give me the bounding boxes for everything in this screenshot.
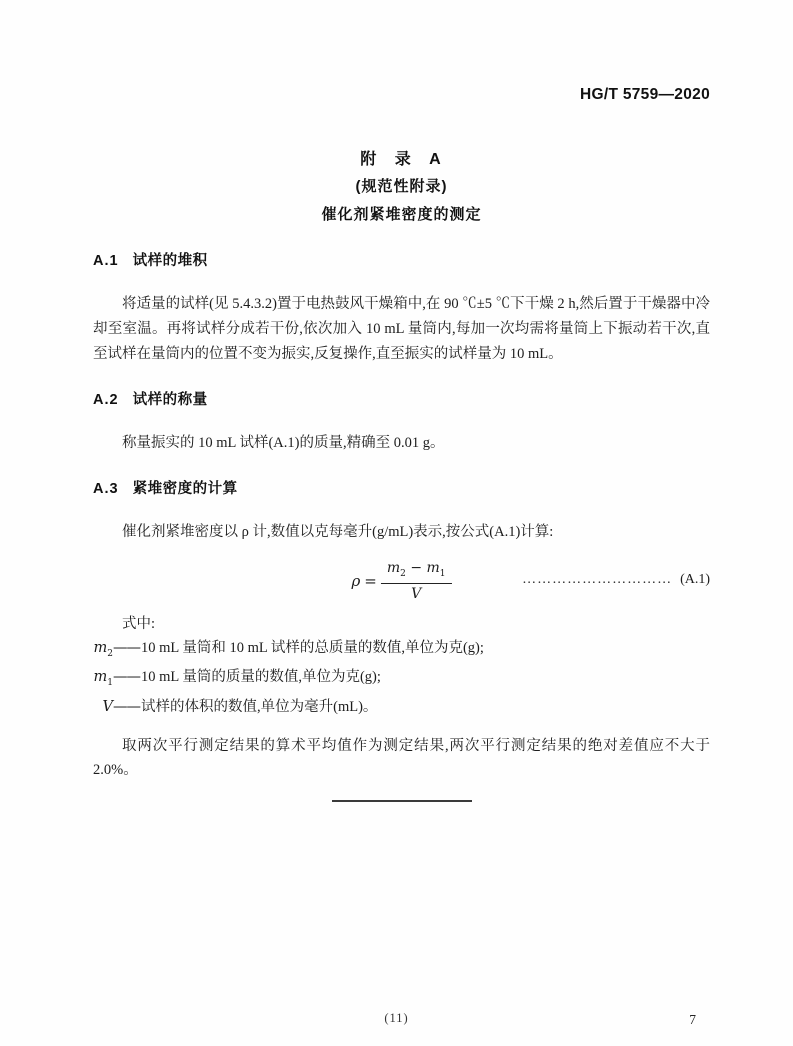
- formula-denominator: V: [411, 586, 422, 603]
- definition-m2-row: [93, 637, 710, 666]
- definition-dash: ——: [113, 669, 140, 686]
- section-a3-intro-paragraph: 催化剂紧堆密度以 ρ 计,数值以克每毫升(g/mL)表示,按公式(A.1)计算:: [122, 524, 554, 540]
- section-a3-title: 紧堆密度的计算: [132, 481, 238, 497]
- definition-dash: ——: [113, 639, 140, 656]
- definition-v-row: [93, 696, 710, 725]
- definition-m1-symbol: $m_1——$: [93, 669, 140, 689]
- end-of-text-rule: [332, 800, 472, 802]
- definition-v-symbol: V——: [102, 699, 140, 716]
- section-a1-heading: [93, 252, 710, 270]
- footer-sheet-number: (11): [384, 1011, 409, 1025]
- definition-dash: ——: [113, 699, 140, 716]
- section-a2-title: 试样的称量: [132, 392, 208, 408]
- appendix-subtitle: (规范性附录): [355, 178, 448, 195]
- formula-fraction: [381, 560, 452, 603]
- formula-numerator: $m_2 - m_1$: [381, 560, 452, 585]
- where-clause-label: 式中:: [122, 615, 156, 632]
- formula-a1-row: [93, 560, 710, 606]
- section-a2-heading: [93, 391, 710, 409]
- formula-equals-sign: =: [364, 571, 377, 590]
- formula-a1-label: [522, 572, 710, 588]
- section-a2-paragraph: 称量振实的 10 mL 试样(A.1)的质量,精确至 0.01 g。: [122, 435, 445, 451]
- section-a2-number: A.2: [93, 392, 119, 408]
- section-a1-number: A.1: [93, 253, 119, 269]
- section-a1-title: 试样的堆积: [132, 253, 208, 269]
- formula-number: (A.1): [680, 571, 710, 587]
- appendix-title-block: [93, 146, 710, 228]
- formula-a1-expression: [351, 560, 451, 603]
- footer-page-number: 7: [689, 1012, 696, 1027]
- formula-rho-symbol: ρ: [351, 571, 361, 590]
- closing-paragraph: 取两次平行测定结果的算术平均值作为测定结果,两次平行测定结果的绝对差值应不大于 2.0%。: [93, 738, 710, 779]
- section-a1-paragraph: 将适量的试样(见 5.4.3.2)置于电热鼓风干燥箱中,在 90 ℃±5 ℃下干燥 2 h,然后置于干燥器中冷却至室温。再将试样分成若干份,依次加入 10 mL 量筒内,每加一次均需将量筒上下振动若干次,直至试样在量筒内的位置不变为振实,反复操作,直至振实的试样量为 10 mL。: [93, 296, 710, 362]
- formula-dot-leader: …………………………: [522, 571, 673, 587]
- standard-number-header: HG/T 5759—2020: [580, 86, 710, 103]
- definition-m2-text: 10 mL 量筒和 10 mL 试样的总质量的数值,单位为克(g);: [141, 639, 484, 656]
- section-a3-heading: [93, 480, 710, 498]
- appendix-topic: 催化剂紧堆密度的测定: [321, 206, 482, 223]
- appendix-title: 附 录 A: [360, 151, 443, 168]
- definition-m1-row: [93, 666, 710, 695]
- section-a3-number: A.3: [93, 481, 119, 497]
- page-content: [93, 0, 710, 802]
- definition-m1-text: 10 mL 量筒的质量的数值,单位为克(g);: [141, 669, 381, 686]
- definition-v-text: 试样的体积的数值,单位为毫升(mL)。: [141, 699, 378, 716]
- definition-m2-symbol: $m_2——$: [93, 639, 140, 659]
